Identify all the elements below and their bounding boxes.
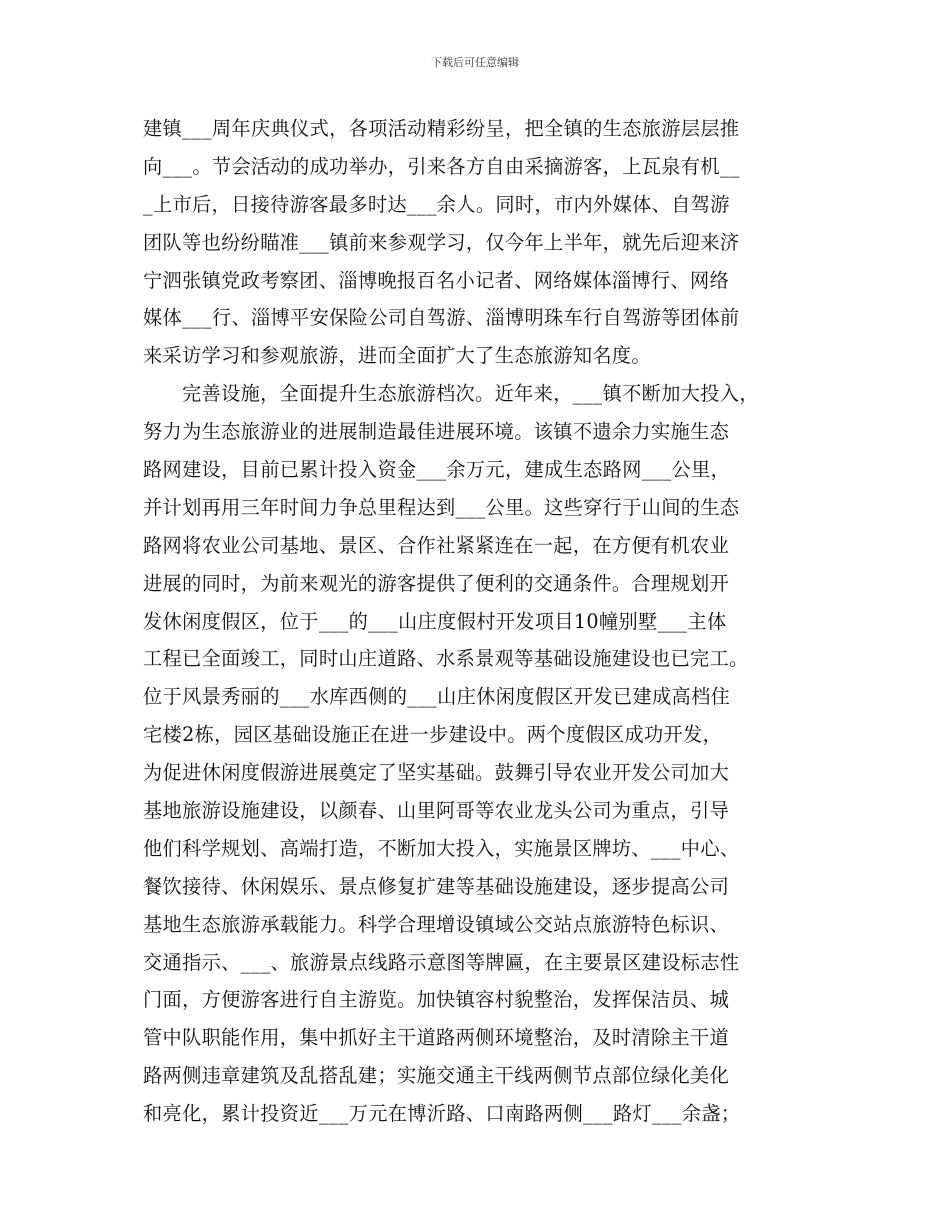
text-line: 路两侧违章建筑及乱搭乱建；实施交通主干线两侧节点部位绿化美化 [143,1064,730,1088]
text-line: 路网建设，目前已累计投入资金___余万元，建成生态路网___公里， [143,458,731,482]
text-line: 基地旅游设施建设，以颜春、山里阿哥等农业龙头公司为重点，引导 [143,799,730,823]
text-line: 交通指示、___、旅游景点线路示意图等牌匾，在主要景区建设标志性 [143,950,740,974]
text-line: 宅楼2栋，园区基础设施正在进一步建设中。两个度假区成功开发， [143,723,723,747]
text-line: 团队等也纷纷瞄准___镇前来参观学习，仅今年上半年，就先后迎来济 [143,230,740,254]
text-line: 门面，方便游客进行自主游览。加快镇容村貌整治，发挥保洁员、城 [143,988,730,1012]
text-line: 并计划再用三年时间力争总里程达到___公里。这些穿行于山间的生态 [143,495,740,519]
text-line: 和亮化，累计投资近___万元在博沂路、口南路两侧___路灯___余盏； [143,1102,741,1126]
text-line: 基地生态旅游承载能力。科学合理增设镇域公交站点旅游特色标识、 [143,912,730,936]
text-line: 位于风景秀丽的___水库西侧的___山庄休闲度假区开发已建成高档住 [143,685,731,709]
text-line: _上市后，日接待游客最多时达___余人。同时，市内外媒体、自驾游 [143,192,730,216]
text-line: 来采访学习和参观旅游，进而全面扩大了生态旅游知名度。 [143,344,651,368]
text-line: 为促进休闲度假游进展奠定了坚实基础。鼓舞引导农业开发公司加大 [143,761,730,785]
text-line: 他们科学规划、高端打造，不断加大投入，实施景区牌坊、___中心、 [143,836,740,860]
text-line: 向___。节会活动的成功举办，引来各方自由采摘游客，上瓦泉有机__ [143,154,740,178]
text-line: 管中队职能作用，集中抓好主干道路两侧环境整治，及时清除主干道 [143,1026,730,1050]
text-line: 宁泗张镇党政考察团、淄博晚报百名小记者、网络媒体淄博行、网络 [143,268,730,292]
document-body [143,110,823,1133]
text-line: 努力为生态旅游业的进展制造最佳进展环境。该镇不遗余力实施生态 [143,420,730,444]
text-line: 发休闲度假区，位于___的___山庄度假村开发项目10幢别墅___主体 [143,609,727,633]
text-line: 工程已全面竣工，同时山庄道路、水系景观等基础设施建设也已完工。 [143,647,749,671]
text-line: 路网将农业公司基地、景区、合作社紧紧连在一起，在方便有机农业 [143,533,730,557]
text-line: 媒体___行、淄博平安保险公司自驾游、淄博明珠车行自驾游等团体前 [143,306,740,330]
text-line: 进展的同时，为前来观光的游客提供了便利的交通条件。合理规划开 [143,571,730,595]
text-line: 餐饮接待、休闲娱乐、景点修复扩建等基础设施建设，逐步提高公司 [143,874,730,898]
page-header: 下载后可任意编辑 [431,56,519,69]
paragraph-first-line: 完善设施，全面提升生态旅游档次。近年来，___镇不断加大投入， [182,382,759,406]
text-line: 建镇___周年庆典仪式，各项活动精彩纷呈，把全镇的生态旅游层层推 [143,117,740,140]
